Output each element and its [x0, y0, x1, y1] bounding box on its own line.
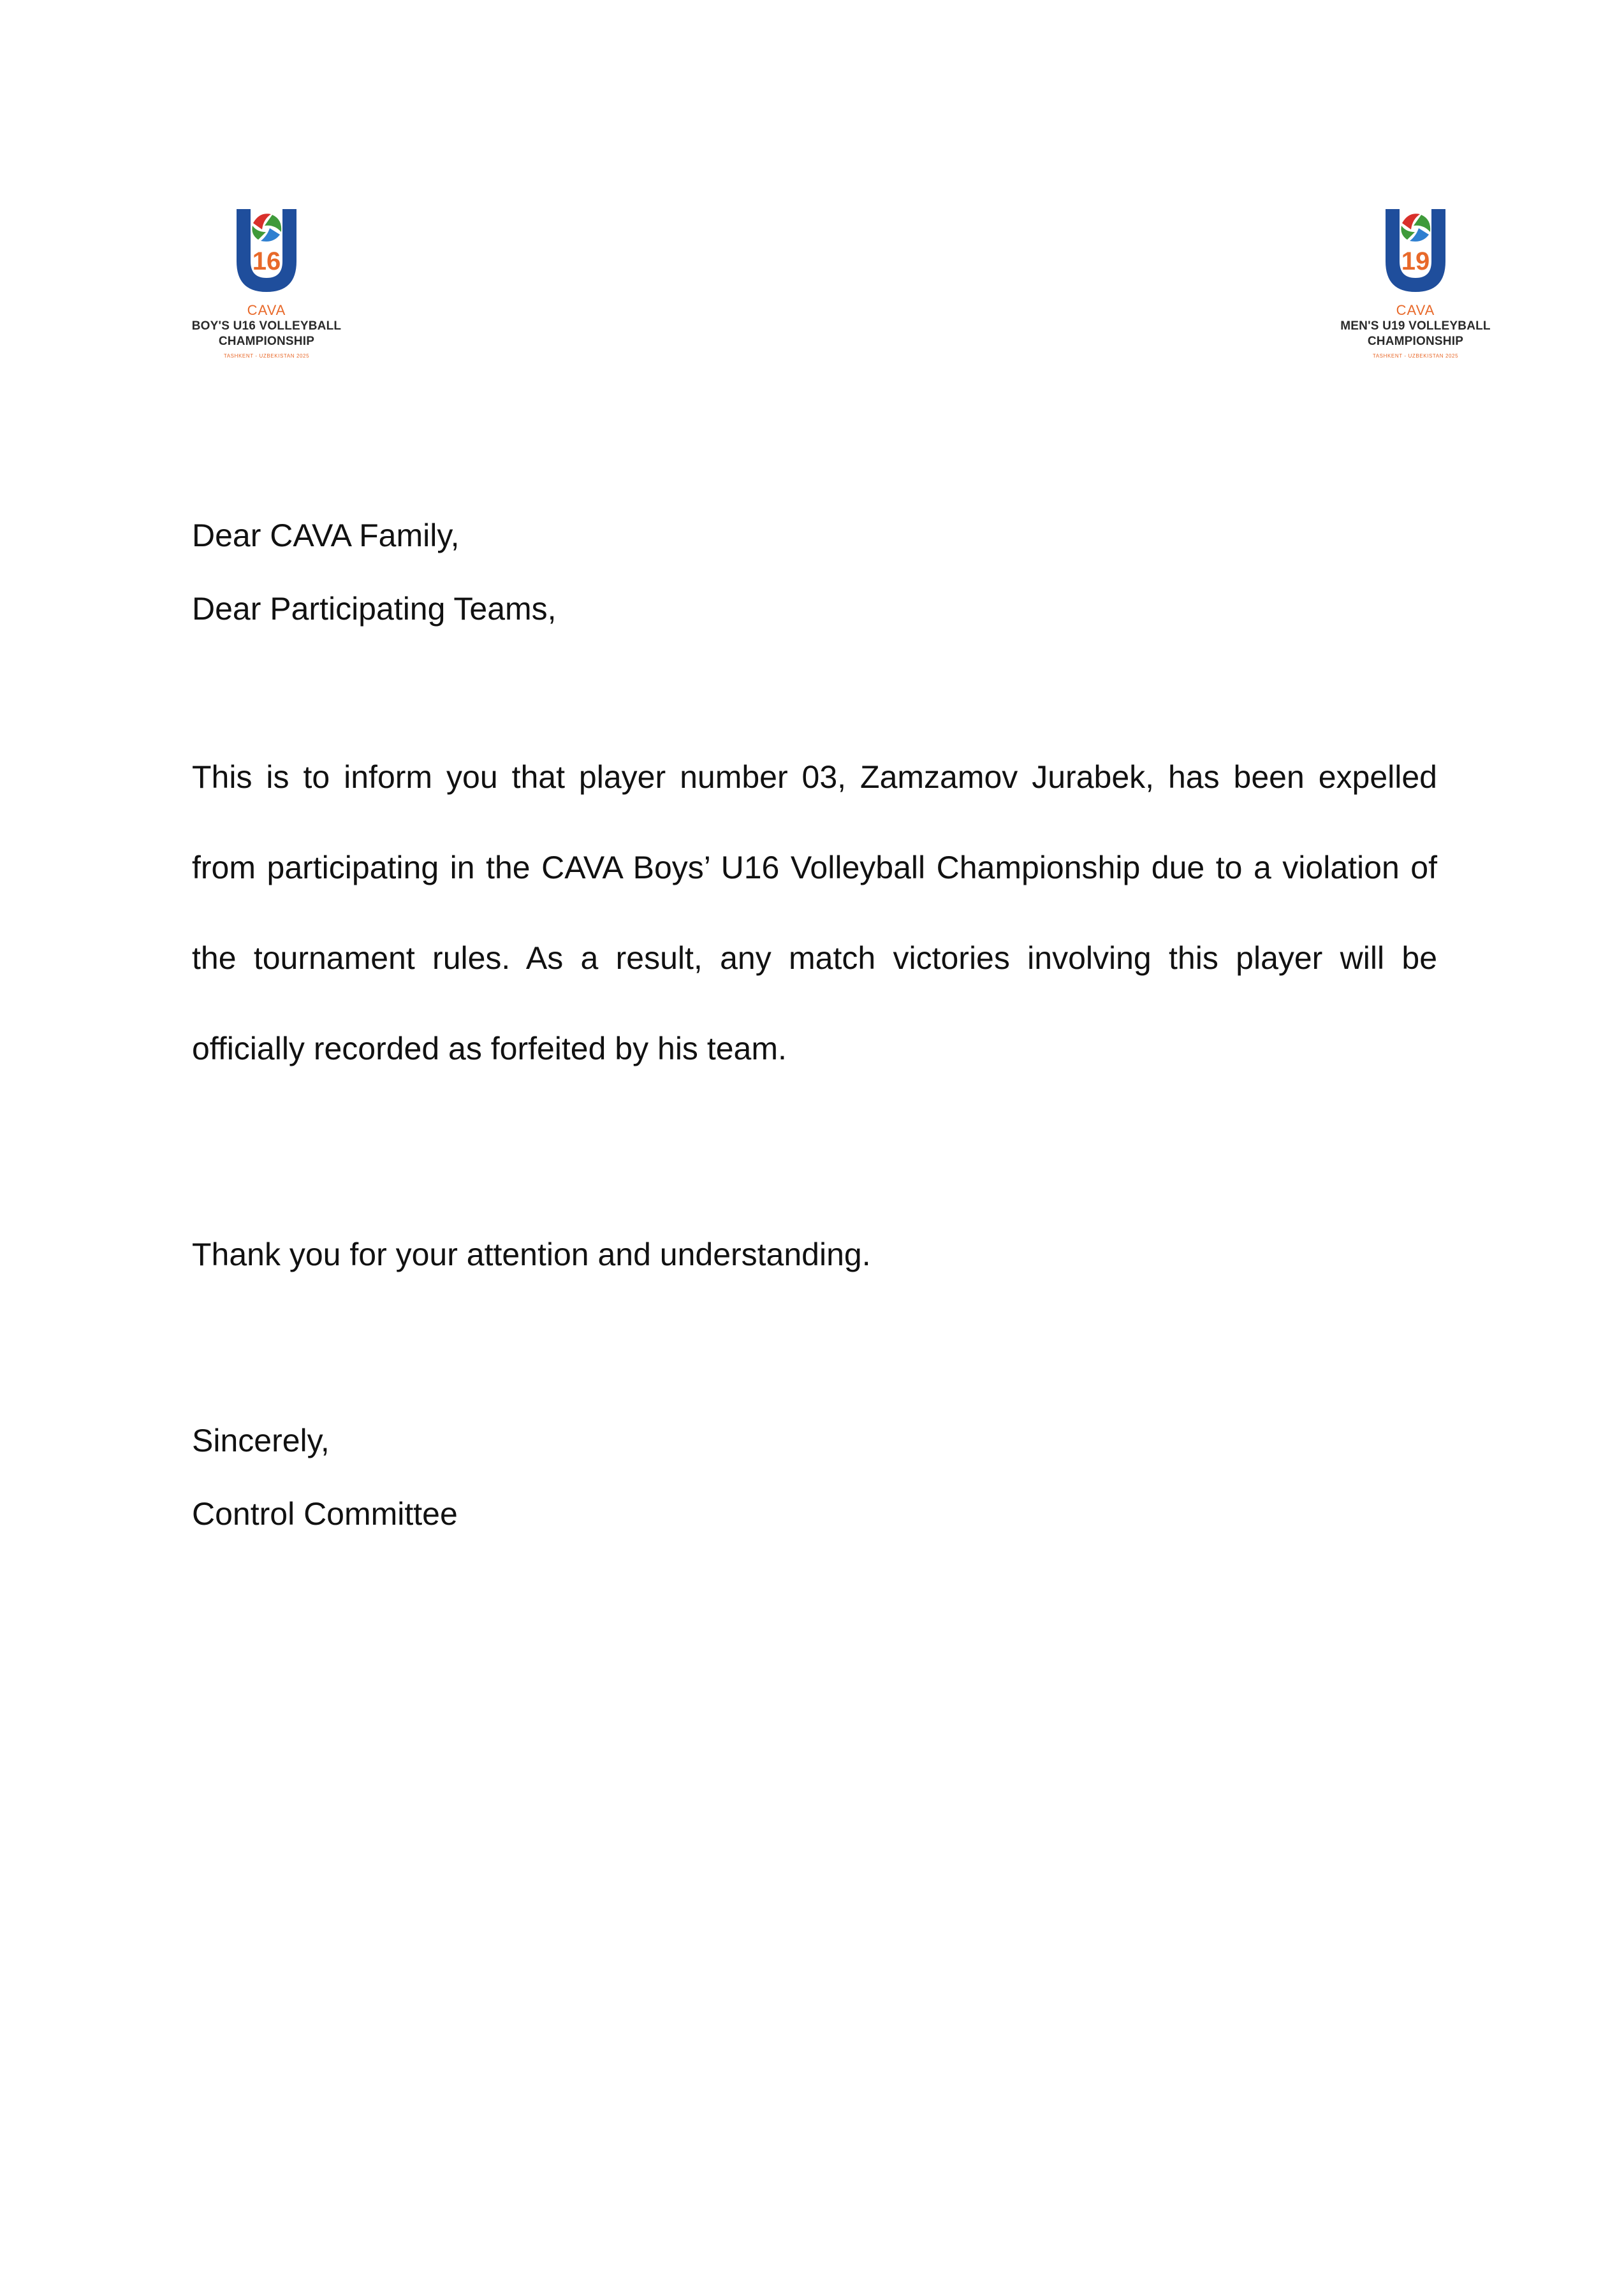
letter-body-paragraph: This is to inform you that player number 03, Zamzamov Jurabek, has been expelled from participating in the CAVA Boys’ U16 Volleyball Championship due to a violation of the tournament rules. As a result, any match victories involving this player will be officially recorded as forfeited by his team.	[192, 759, 1437, 1066]
logo-title-line2: CHAMPIONSHIP	[218, 335, 315, 348]
logo-number: 16	[252, 247, 281, 275]
logo-location: TASHKENT - UZBEKISTAN 2025	[223, 353, 310, 359]
closing-line: Sincerely,	[192, 1423, 330, 1458]
logo-title-line1: BOY'S U16 VOLLEYBALL	[191, 319, 342, 333]
u16-championship-logo	[184, 203, 349, 360]
u19-championship-logo	[1333, 203, 1498, 360]
greeting-line-1: Dear CAVA Family,	[192, 518, 460, 553]
logo-number: 19	[1401, 247, 1430, 275]
logo-title-line2: CHAMPIONSHIP	[1367, 335, 1464, 348]
volleyball-u-logo-icon	[225, 203, 308, 298]
logo-location: TASHKENT - UZBEKISTAN 2025	[1372, 353, 1459, 359]
greeting-line-2: Dear Participating Teams,	[192, 591, 557, 627]
logo-title-line1: MEN'S U19 VOLLEYBALL	[1340, 319, 1491, 333]
signature: Control Committee	[192, 1496, 458, 1532]
thanks-line: Thank you for your attention and understanding.	[192, 1237, 871, 1272]
volleyball-u-logo-icon	[1374, 203, 1457, 298]
logo-org-name: CAVA	[1396, 302, 1435, 318]
logo-org-name: CAVA	[247, 302, 286, 318]
